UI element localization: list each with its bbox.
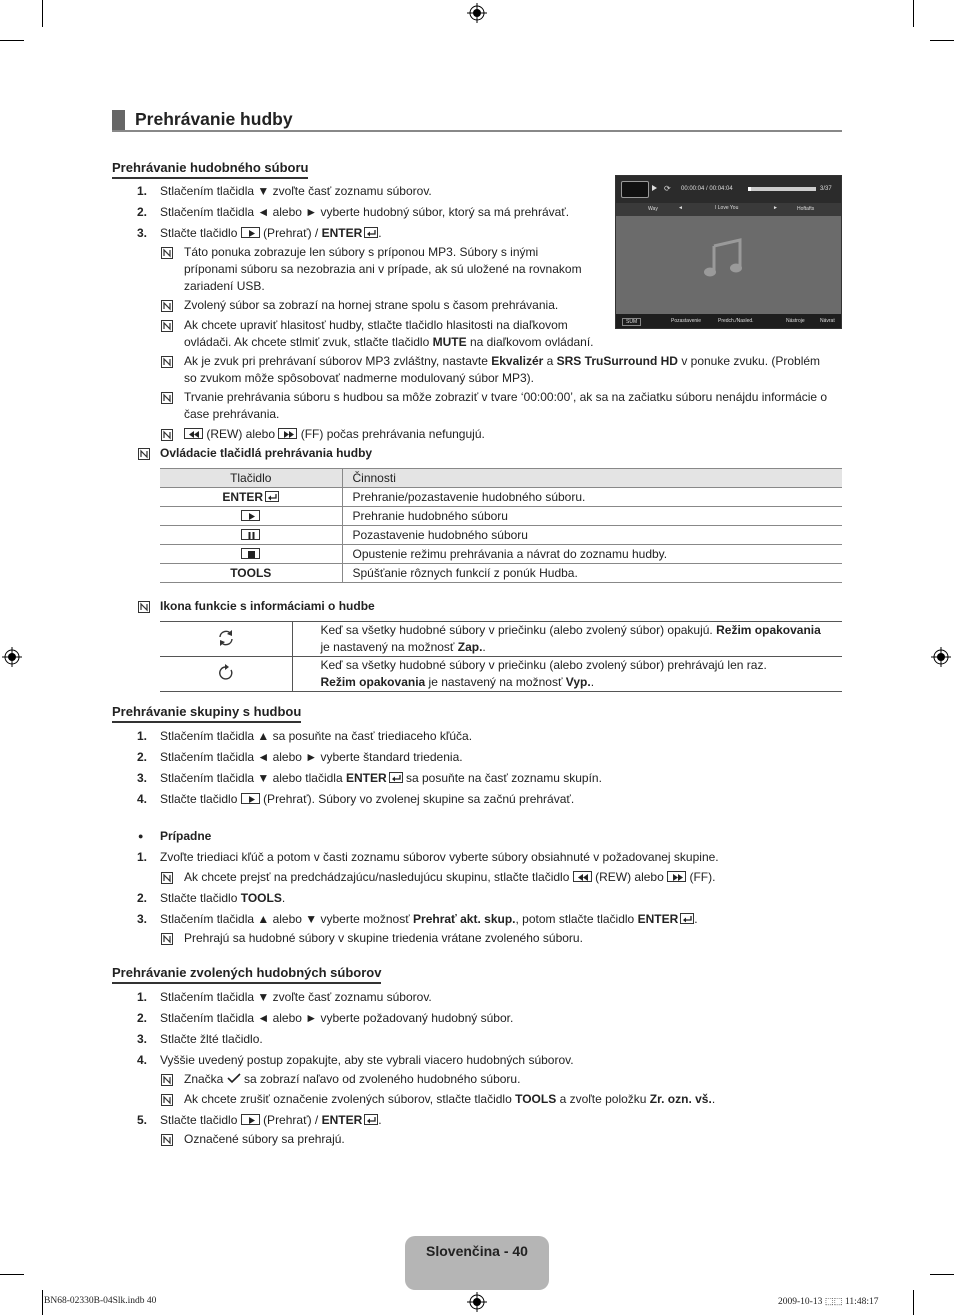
bullet-icon: ● — [138, 831, 144, 841]
repeat-off-icon — [216, 663, 236, 683]
note-text: Ak chcete zrušiť označenie zvolených súborov, stlačte tlačidlo TOOLS a zvoľte položku Zr. ozn. vš.. — [184, 1092, 716, 1106]
play-button-icon — [241, 510, 260, 521]
section-heading-play-group: Prehrávanie skupiny s hudbou — [112, 704, 301, 723]
bottom-hint-prev-next: Predch./Nasled. — [718, 318, 754, 324]
note-icon — [138, 601, 150, 613]
table-row: Opustenie režimu prehrávania a návrat do zoznamu hudby. — [160, 545, 842, 564]
note-icon — [161, 872, 173, 884]
enter-icon — [364, 227, 378, 238]
icons-table — [160, 621, 842, 692]
step-number: 4. — [137, 1053, 148, 1067]
step-text: Stlačením tlačidla ▲ sa posuňte na časť triediaceho kľúča. — [160, 729, 473, 743]
usb-icon — [621, 181, 649, 198]
registration-mark-icon — [931, 647, 951, 667]
music-note-icon — [702, 238, 746, 280]
step-text: Stlačením tlačidla ▼ alebo tlačidla ENTER sa posuňte na časť zoznamu skupín. — [160, 771, 602, 785]
note-text: Táto ponuka zobrazuje len súbory s príponou MP3. Súbory s inými príponami súboru sa nezobrazia ani v prípade, ak sú uložené na rovnakom zariadení USB. — [184, 245, 582, 293]
table-row: TOOLS Spúšťanie rôznych funkcií z ponúk Hudba. — [160, 564, 842, 583]
current-track-name: I Love You — [715, 205, 739, 211]
note-icon — [161, 356, 173, 368]
play-status-icon — [652, 185, 657, 191]
repeat-on-icon — [216, 628, 236, 648]
table-header-row: Tlačidlo Činnosti — [160, 469, 842, 488]
section-heading-play-file: Prehrávanie hudobného súboru — [112, 160, 308, 179]
step-text: Zvoľte triediaci kľúč a potom v časti zoznamu súborov vyberte súbory obsiahnuté v požadovanej skupine. — [160, 850, 719, 864]
bullet-label: Prípadne — [160, 829, 212, 843]
progress-bar — [748, 187, 816, 191]
step-number: 4. — [137, 792, 148, 806]
prev-arrow-icon: ◄ — [678, 205, 683, 211]
fast-forward-button-icon — [278, 428, 297, 439]
note-icon — [161, 247, 173, 259]
enter-icon — [265, 491, 279, 502]
note-text: Zvolený súbor sa zobrazí na hornej strane spolu s časom prehrávania. — [184, 298, 559, 312]
step-text: Stlačte tlačidlo (Prehrať) / ENTER . — [160, 1113, 382, 1127]
note-icon — [138, 448, 150, 460]
step-text: Stlačením tlačidla ▲ alebo ▼ vyberte možnosť Prehrať akt. skup., potom stlačte tlačidlo ENTER . — [160, 912, 698, 926]
stop-button-icon — [241, 548, 260, 559]
sum-badge: SUM — [622, 318, 641, 326]
step-number: 3. — [137, 1032, 148, 1046]
enter-icon — [680, 913, 694, 924]
rewind-button-icon — [184, 428, 203, 439]
step-number: 3. — [137, 771, 148, 785]
play-button-icon — [241, 227, 260, 238]
step-number: 2. — [137, 205, 148, 219]
step-text: Stlačte tlačidlo TOOLS. — [160, 891, 286, 905]
page-number: Slovenčina - 40 — [426, 1243, 528, 1259]
step-number: 3. — [137, 226, 148, 240]
print-file-info: BN68-02330B-04Slk.indb 40 — [44, 1296, 157, 1306]
icons-table-title: Ikona funkcie s informáciami o hudbe — [160, 599, 375, 613]
title-block-marker — [112, 110, 125, 130]
table-row: Pozastavenie hudobného súboru — [160, 526, 842, 545]
page-number-tab — [405, 1236, 549, 1290]
bottom-hint-return: Návrat — [820, 318, 835, 324]
music-player-screenshot — [615, 175, 842, 329]
controls-table-title: Ovládacie tlačidlá prehrávania hudby — [160, 446, 373, 460]
step-number: 2. — [137, 750, 148, 764]
note-text: Prehrajú sa hudobné súbory v skupine triedenia vrátane zvoleného súboru. — [184, 931, 583, 945]
rewind-button-icon — [573, 871, 592, 882]
prev-track-name: Way — [648, 206, 658, 212]
bottom-hint-pause: Pozastavenie — [671, 318, 702, 324]
step-number: 1. — [137, 990, 148, 1004]
note-text: Označené súbory sa prehrajú. — [184, 1132, 345, 1146]
page-title: Prehrávanie hudby — [135, 109, 293, 129]
controls-table — [160, 468, 842, 583]
play-button-icon — [241, 1114, 260, 1125]
step-number: 5. — [137, 1113, 148, 1127]
step-text: Stlačte žlté tlačidlo. — [160, 1032, 263, 1046]
table-row: ENTER Prehranie/pozastavenie hudobného súboru. — [160, 488, 842, 507]
fast-forward-button-icon — [667, 871, 686, 882]
table-row: Keď sa všetky hudobné súbory v priečinku (alebo zvolený súbor) opakujú. Režim opakovania je nastavený na možnosť Zap.. — [160, 622, 842, 657]
note-text: Ak chcete upraviť hlasitosť hudby, stlačte tlačidlo hlasitosti na diaľkovom ovládači. Ak chcete stlmiť zvuk, stlačte tlačidlo MUTE na diaľkovom ovládaní. — [184, 318, 594, 349]
step-number: 1. — [137, 850, 148, 864]
step-text: Vyššie uvedený postup zopakujte, aby ste vybrali viacero hudobných súborov. — [160, 1053, 574, 1067]
enter-icon — [389, 772, 403, 783]
step-text: Stlačením tlačidla ▼ zvoľte časť zoznamu súborov. — [160, 184, 432, 198]
step-text: Stlačením tlačidla ◄ alebo ► vyberte hudobný súbor, ktorý sa má prehrávať. — [160, 205, 570, 219]
note-icon — [161, 1094, 173, 1106]
page-title-bar — [112, 108, 842, 132]
table-row: Prehranie hudobného súboru — [160, 507, 842, 526]
checkmark-icon — [227, 1073, 241, 1084]
note-icon — [161, 392, 173, 404]
step-number: 2. — [137, 1011, 148, 1025]
note-text: Ak chcete prejsť na predchádzajúcu/nasledujúcu skupinu, stlačte tlačidlo (REW) alebo (FF). — [184, 870, 716, 884]
note-text: Ak je zvuk pri prehrávaní súborov MP3 zvláštny, nastavte Ekvalizér a SRS TruSurround HD v ponuke zvuku. (Problém so zvukom môže spôsobovať nadmerne modulovaný súbor MP3). — [184, 354, 821, 385]
note-icon — [161, 1074, 173, 1086]
registration-mark-icon — [467, 3, 487, 23]
note-icon — [161, 933, 173, 945]
next-arrow-icon: ► — [773, 205, 778, 211]
step-number: 1. — [137, 184, 148, 198]
note-text: (REW) alebo (FF) počas prehrávania nefungujú. — [184, 426, 485, 443]
step-number: 1. — [137, 729, 148, 743]
note-icon — [161, 1134, 173, 1146]
enter-icon — [364, 1114, 378, 1125]
note-text: Značka sa zobrazí naľavo od zvoleného hudobného súboru. — [184, 1072, 521, 1086]
note-icon — [161, 429, 173, 441]
play-button-icon — [241, 793, 260, 804]
step-text: Stlačením tlačidla ▼ zvoľte časť zoznamu súborov. — [160, 990, 432, 1004]
step-text: Stlačením tlačidla ◄ alebo ► vyberte štandard triedenia. — [160, 750, 463, 764]
registration-mark-icon — [467, 1292, 487, 1312]
registration-mark-icon — [2, 647, 22, 667]
step-text: Stlačte tlačidlo (Prehrať). Súbory vo zvolenej skupine sa začnú prehrávať. — [160, 792, 575, 806]
step-text: Stlačením tlačidla ◄ alebo ► vyberte požadovaný hudobný súbor. — [160, 1011, 514, 1025]
note-text: Trvanie prehrávania súboru s hudbou sa môže zobraziť v tvare ‘00:00:00’, ak sa na začiatku súboru nenájdu informácie o čase prehrávania. — [184, 390, 828, 421]
bottom-hint-tools: Nástroje — [786, 318, 805, 324]
section-heading-play-selected: Prehrávanie zvolených hudobných súborov — [112, 965, 381, 984]
table-row: Keď sa všetky hudobné súbory v priečinku (alebo zvolený súbor) prehrávajú len raz. Režim opakovania je nastavený na možnosť Vyp.. — [160, 657, 842, 692]
step-number: 2. — [137, 891, 148, 905]
step-text: Stlačte tlačidlo (Prehrať) / ENTER . — [160, 226, 382, 240]
print-timestamp: 2009-10-13 ⬚⬚ 11:48:17 — [778, 1297, 879, 1307]
note-icon — [161, 320, 173, 332]
repeat-status-icon: ⟳ — [664, 184, 671, 193]
track-counter: 3/37 — [820, 186, 832, 192]
next-track-name: Hoftafts — [797, 206, 815, 212]
pause-button-icon — [241, 529, 260, 540]
playback-time: 00:00:04 / 00:04:04 — [681, 186, 733, 192]
step-number: 3. — [137, 912, 148, 926]
note-icon — [161, 300, 173, 312]
